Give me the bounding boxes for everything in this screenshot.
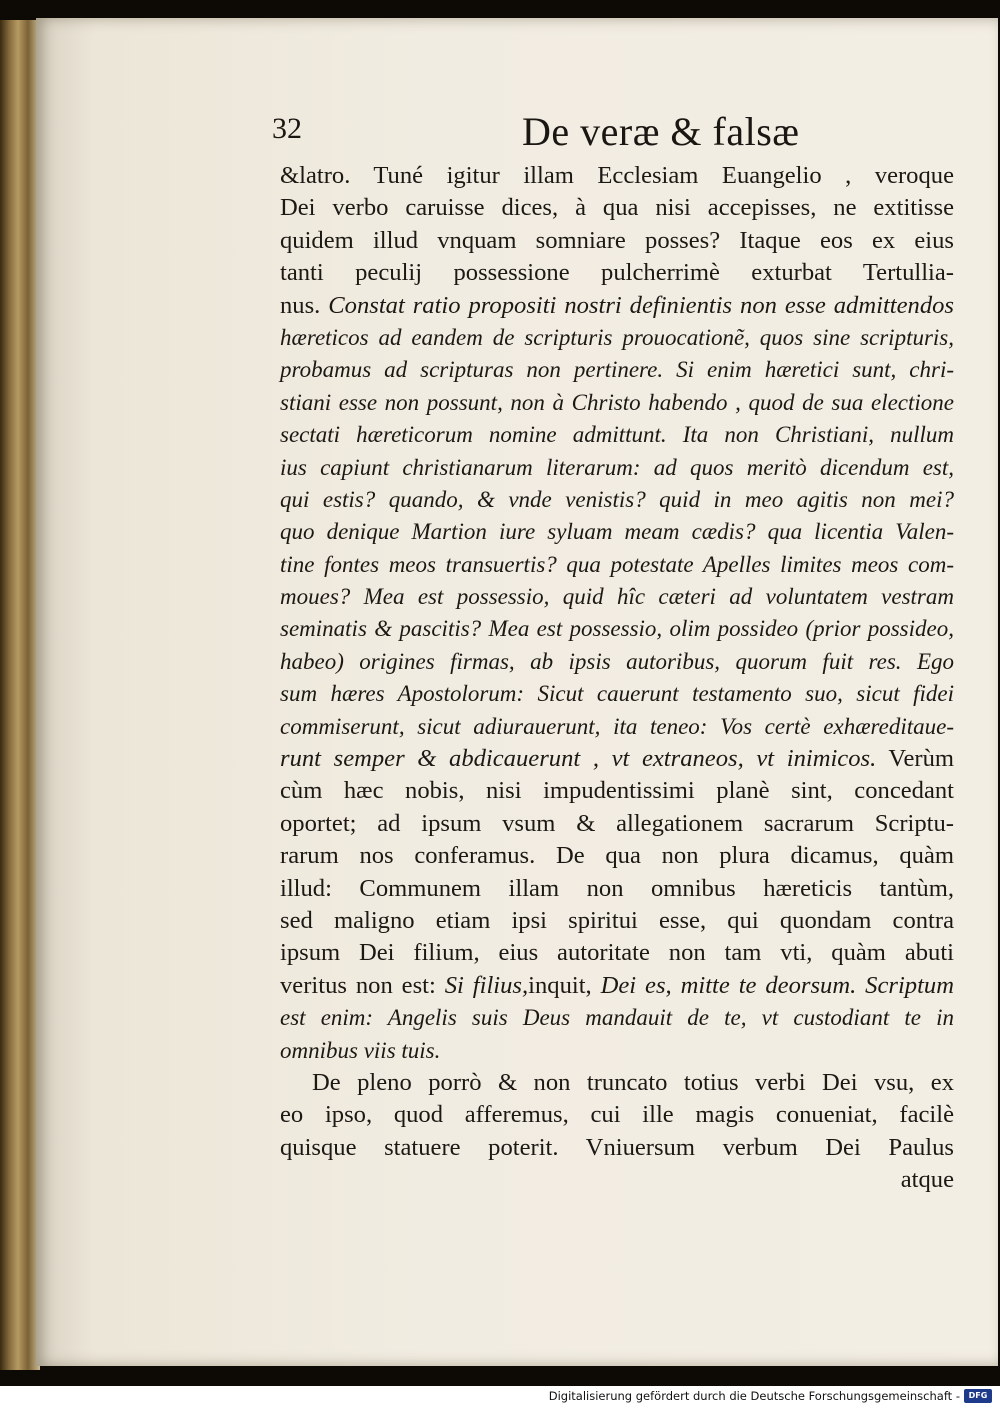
quote-line: quo denique Martion iure syluam meam cædis? qua licentia Valen- — [280, 519, 954, 545]
text-line: illud: Communem illam non omnibus hæreticis tantùm, — [280, 874, 954, 902]
quote-line: sectati hæreticorum nomine admittunt. Ita non Christiani, nullum — [280, 422, 954, 448]
text-line: tanti peculij possessione pulcherrimè exturbat Tertullia- — [280, 259, 954, 287]
text-line: nus. Constat ratio propositi nostri definientis non esse admittendos — [280, 291, 954, 319]
text-line: sed maligno etiam ipsi spiritui esse, qui quondam contra — [280, 906, 954, 934]
text-line: De pleno porrò & non truncato totius verbi Dei vsu, ex — [312, 1068, 954, 1096]
footer-bar — [0, 1386, 1000, 1408]
text-line: eo ipso, quod afferemus, cui ille magis conueniat, facilè — [280, 1101, 954, 1129]
text-line: ipsum Dei filium, eius autoritate non tam vti, quàm abuti — [280, 939, 954, 967]
text-line: quidem illud vnquam somniare posses? Itaque eos ex eius — [280, 226, 954, 254]
text-line: cùm hæc nobis, nisi impudentissimi planè sint, concedant — [280, 777, 954, 805]
quote-line: moues? Mea est possessio, quid hîc cæteri ad voluntatem vestram — [280, 584, 954, 610]
text-line: &latro. Tuné igitur illam Ecclesiam Euangelio , veroque — [280, 162, 954, 189]
quote-line: ius capiunt christianarum literarum: ad quos meritò dicendum est, — [280, 454, 954, 480]
running-title: De veræ & falsæ — [522, 109, 800, 154]
quote-line: est enim: Angelis suis Deus mandauit de te, vt custodiant te in — [280, 1005, 954, 1031]
quote-line: qui estis? quando, & vnde venistis? quid in meo agitis non mei? — [280, 486, 954, 512]
quote-line: tine fontes meos transuertis? qua potestate Apelles limites meos com- — [280, 551, 954, 577]
dfg-logo-icon: DFG — [964, 1389, 992, 1403]
text-line: oportet; ad ipsum vsum & allegationem sacrarum Scriptu- — [280, 809, 954, 837]
quote-line: probamus ad scripturas non pertinere. Si enim hæretici sunt, chri- — [280, 357, 954, 383]
quote-line: habeo) origines firmas, ab ipsis autoribus, quorum fuit res. Ego — [280, 648, 954, 674]
catchword: atque — [900, 1166, 954, 1194]
quote-line: omnibus viis tuis. — [280, 1037, 441, 1063]
text-line: Dei verbo caruisse dices, à qua nisi accepisses, ne extitisse — [280, 194, 954, 222]
text-line: runt semper & abdicauerunt , vt extraneos, vt inimicos. Verùm — [280, 745, 955, 773]
quote-line: sum hæres Apostolorum: Sicut cauerunt testamento suo, sicut fidei — [280, 681, 954, 707]
text-line: veritus non est: Si filius,inquit, Dei es, mitte te deorsum. Scriptum — [280, 971, 954, 999]
quote-line: commiserunt, sicut adiurauerunt, ita teneo: Vos certè exhæreditaue- — [280, 713, 954, 739]
text-line: quisque statuere poterit. Vniuersum verbum Dei Paulus — [280, 1133, 954, 1161]
quote-line: hæreticos ad eandem de scripturis prouocationẽ, quos sine scripturis, — [280, 324, 954, 350]
funding-credit: Digitalisierung gefördert durch die Deutsche Forschungsgemeinschaft - — [548, 1389, 960, 1403]
page-header — [272, 108, 972, 158]
text-block — [280, 160, 954, 1197]
text-line: rarum nos conferamus. De qua non plura dicamus, quàm — [280, 842, 954, 870]
page-number: 32 — [272, 112, 302, 145]
quote-line: seminatis & pascitis? Mea est possessio, olim possideo (prior possideo, — [280, 616, 954, 642]
book-edge — [0, 20, 40, 1370]
quote-line: stiani esse non possunt, non à Christo habendo , quod de sua electione — [280, 389, 954, 415]
